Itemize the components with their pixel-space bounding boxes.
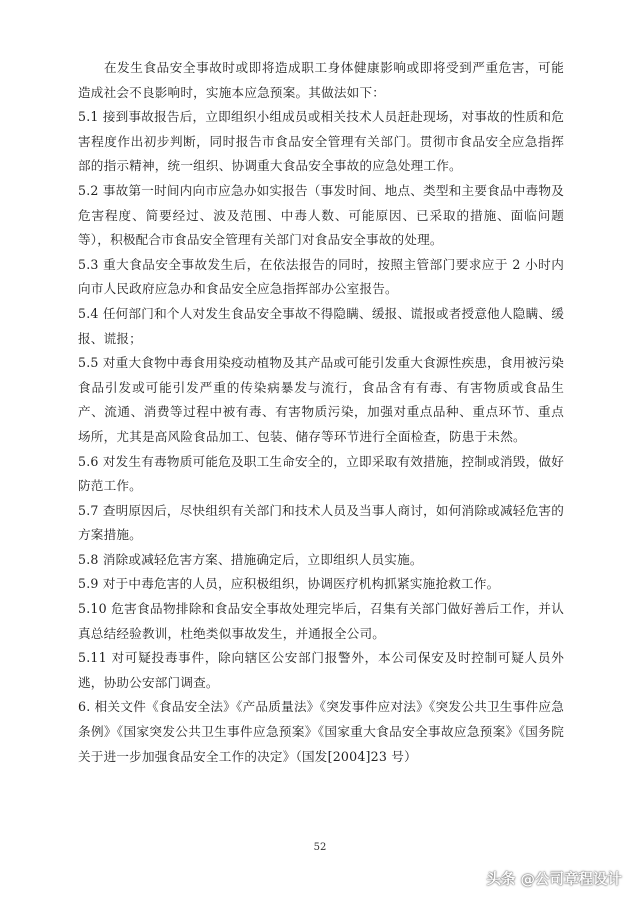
page-number: 52 bbox=[313, 842, 327, 853]
paragraph-5-6: 5.6 对发生有毒物质可能危及职工生命安全的，立即采取有效措施，控制或消毁，做好防范工作。 bbox=[78, 453, 564, 494]
paragraph-5-1: 5.1 接到事故报告后，立即组织小组成员或相关技术人员赶赴现场，对事故的性质和危害程度作出初步判断，同时报告市食品安全管理有关部门。贯彻市食品安全应急指挥部的指示精神，统一组织、协调重大食品安全事故的应急处理工作。 bbox=[78, 109, 564, 174]
intro-paragraph: 在发生食品安全事故时或即将造成职工身体健康影响或即将受到严重危害，可能造成社会不良影响时，实施本应急预案。其做法如下： bbox=[78, 60, 564, 100]
paragraph-5-11: 5.11 对可疑投毒事件，除向辖区公安部门报警外，本公司保安及时控制可疑人员外逃，协助公安部门调查。 bbox=[78, 650, 564, 690]
paragraph-5-4: 5.4 任何部门和个人对发生食品安全事故不得隐瞒、缓报、谎报或者授意他人隐瞒、缓报、谎报； bbox=[78, 305, 564, 346]
paragraph-5-2: 5.2 事故第一时间内向市应急办如实报告（事发时间、地点、类型和主要食品中毒物及危害程度、简要经过、波及范围、中毒人数、可能原因、已采取的措施、面临问题等），积极配合市食品安全管理有关部门对食品安全事故的处理。 bbox=[78, 182, 564, 248]
paragraph-5-8: 5.8 消除或减轻危害方案、措施确定后，立即组织人员实施。 bbox=[78, 551, 423, 567]
paragraph-5-5: 5.5 对重大食物中毒食用染疫动植物及其产品或可能引发重大食源性疾患，食用被污染食品引发或可能引发严重的传染病暴发与流行，食品含有有毒、有害物质或食品生产、流通、消费等过程中被有毒、有害物质污染，加强对重点品种、重点环节、重点场所，尤其是高风险食品加工、包装、储存等环节进行全面检查，防患于未然。 bbox=[78, 355, 564, 444]
paragraph-6-related-documents: 6. 相关文件《食品安全法》《产品质量法》《突发事件应对法》《突发公共卫生事件应急条例》《国家突发公共卫生事件应急预案》《国家重大食品安全事故应急预案》《国务院关于进一步加强食品安全工作的决定》（国发[2004]23 号） bbox=[78, 699, 564, 764]
paragraph-5-3: 5.3 重大食品安全事故发生后，在依法报告的同时，按照主管部门要求应于 2 小时内向市人民政府应急办和食品安全应急指挥部办公室报告。 bbox=[78, 256, 564, 297]
paragraph-5-7: 5.7 查明原因后，尽快组织有关部门和技术人员及当事人商讨，如何消除或减轻危害的方案措施。 bbox=[78, 502, 564, 543]
document-body bbox=[78, 56, 564, 769]
paragraph-5-10: 5.10 危害食品物排除和食品安全事故处理完毕后，召集有关部门做好善后工作，并认真总结经验教训，杜绝类似事故发生，并通报全公司。 bbox=[78, 601, 564, 641]
watermark: 头条 @公司章程设计 bbox=[486, 872, 622, 888]
paragraph-5-9: 5.9 对于中毒危害的人员，应积极组织，协调医疗机构抓紧实施抢救工作。 bbox=[78, 576, 500, 592]
